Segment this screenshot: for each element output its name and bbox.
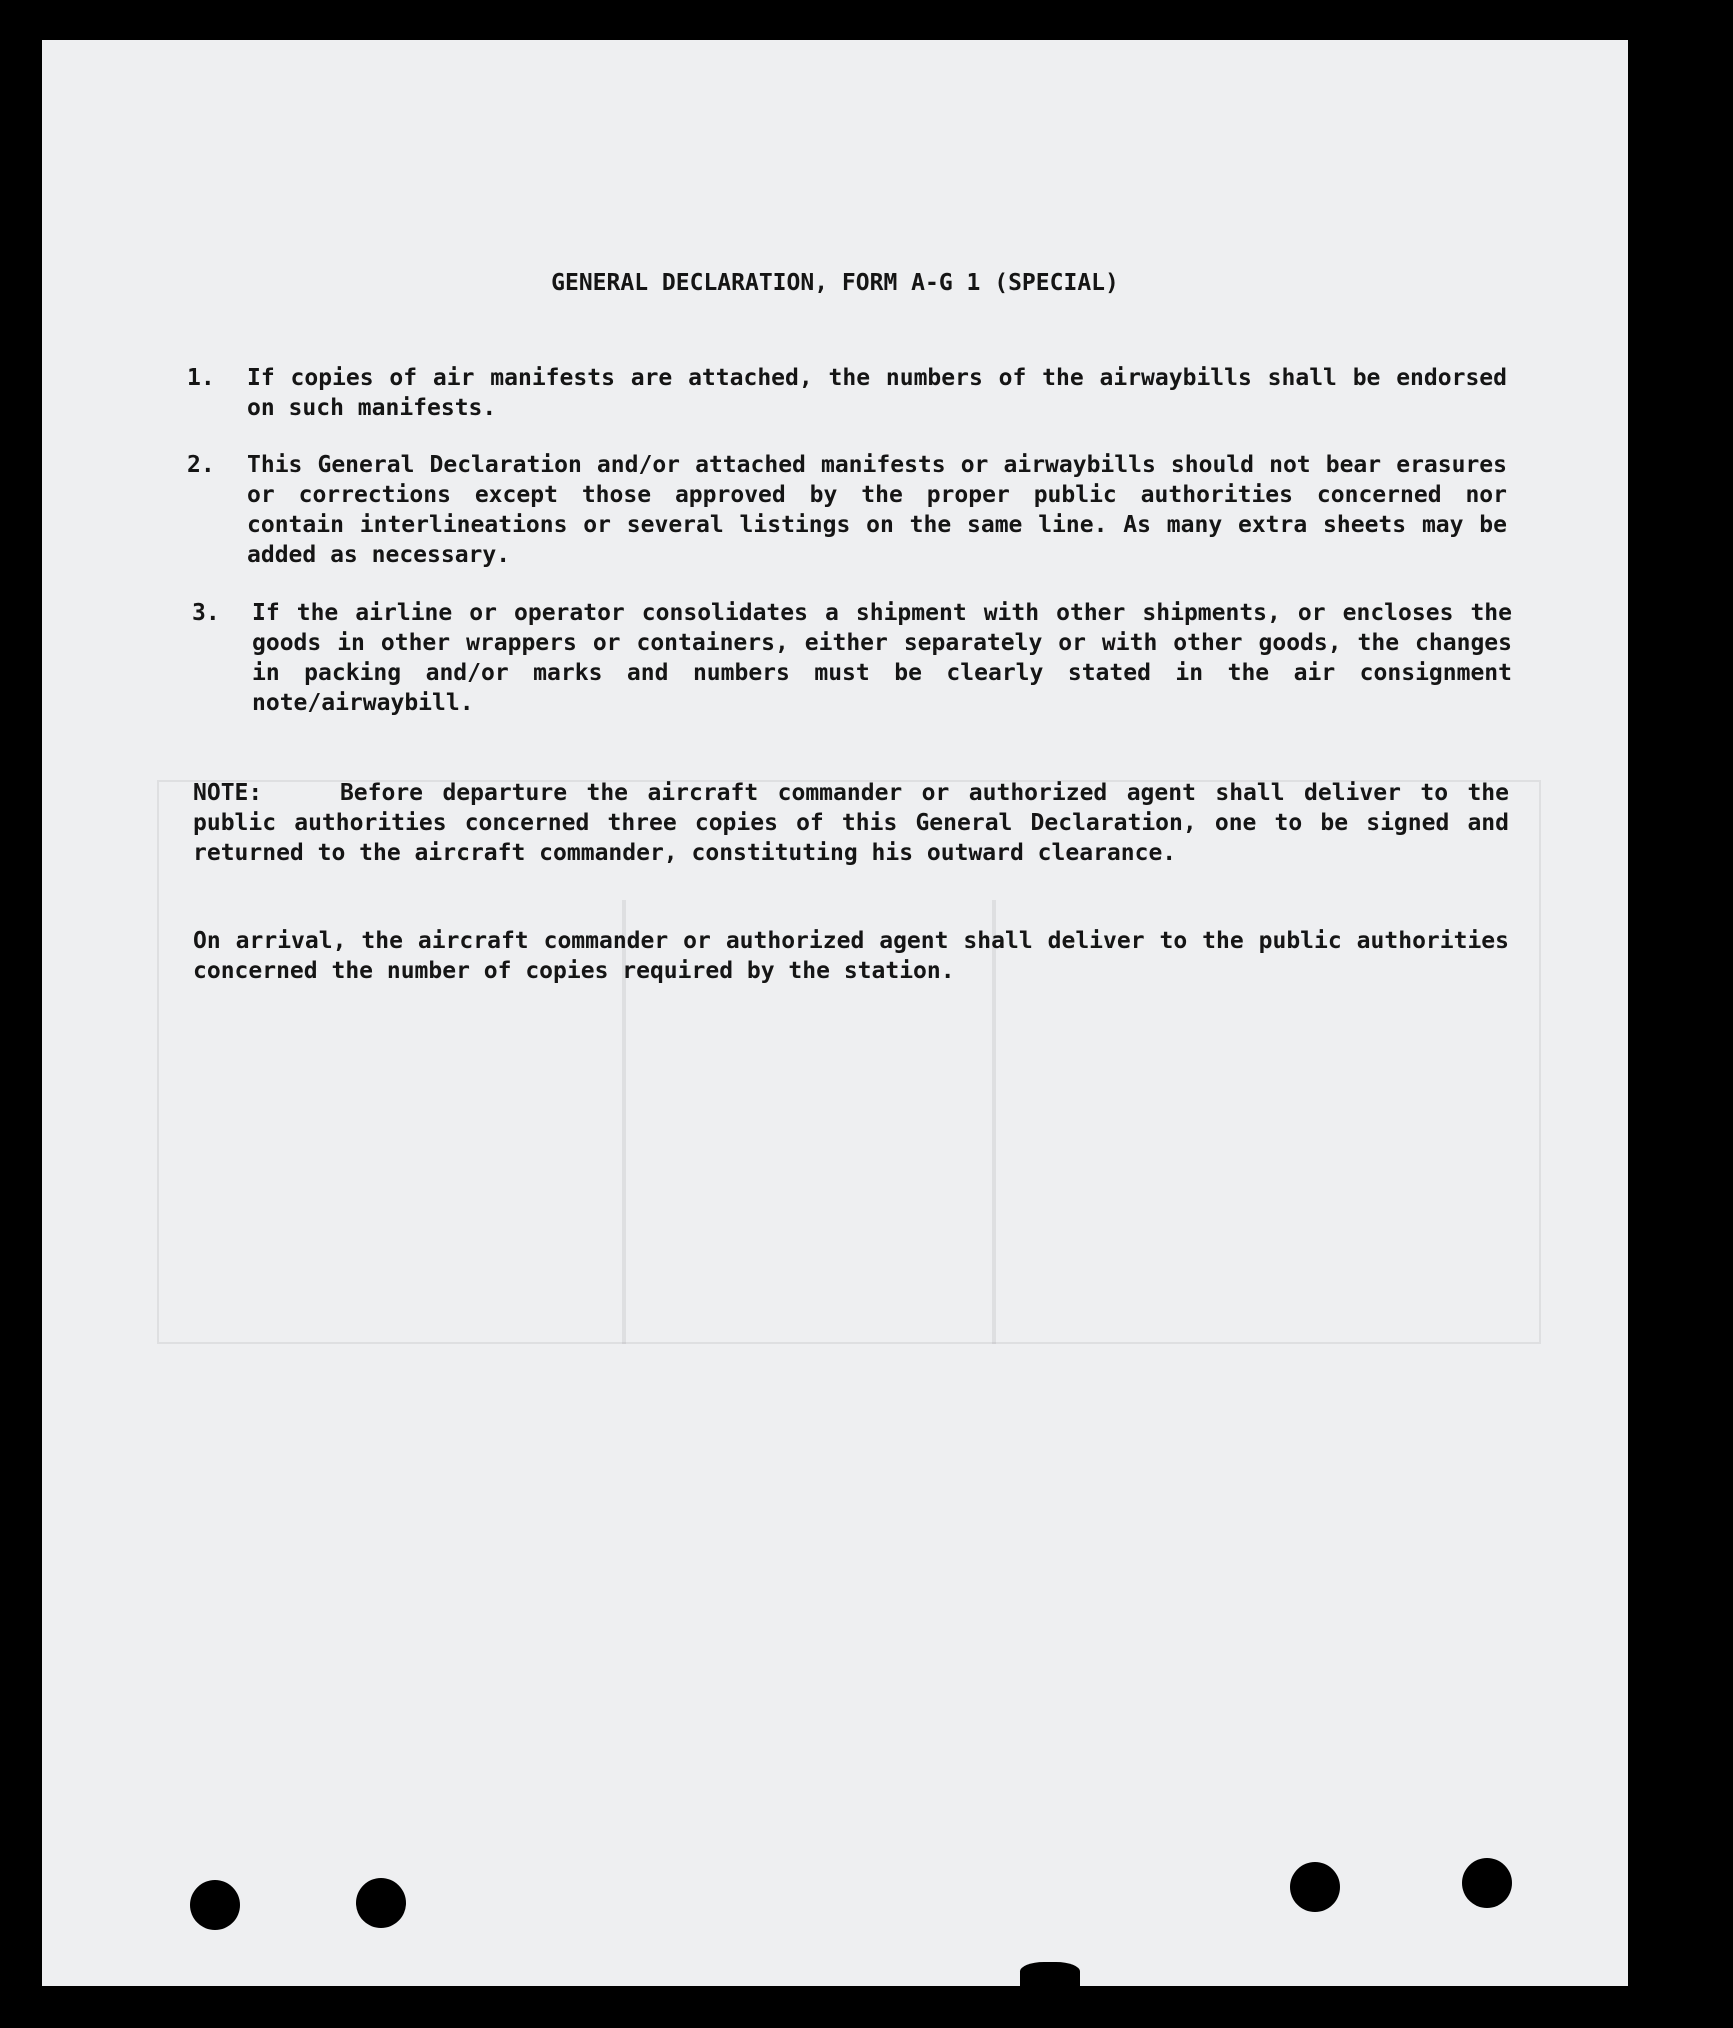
note-label: NOTE: <box>193 780 263 806</box>
punch-hole <box>356 1878 406 1928</box>
item-text: If copies of air manifests are attached, the numbers of the airwaybills shall be endorsed on such manifests. <box>247 365 1507 421</box>
item-text: This General Declaration and/or attached manifests or airwaybills should not bear erasures or corrections except those approved by the proper public authorities concerned nor contain interlineations or several listings on the same line. As many extra sheets may be added as necessary. <box>247 452 1507 568</box>
note-text: Before departure the aircraft commander or authorized agent shall deliver to the public authorities concerned three copies of this General Declaration, one to be signed and returned to the aircraft commander, constituting his outward clearance. <box>193 780 1510 866</box>
punch-hole <box>1462 1858 1512 1908</box>
item-number: 1. <box>187 365 215 391</box>
note-paragraph <box>193 778 1509 868</box>
document-page <box>42 40 1628 1986</box>
arrival-paragraph: On arrival, the aircraft commander or authorized agent shall deliver to the public authorities concerned the number of copies required by the station. <box>193 928 1509 984</box>
item-text: If the airline or operator consolidates a shipment with other shipments, or encloses the goods in other wrappers or containers, either separately or with other goods, the changes in packing and/or marks and numbers must be clearly stated in the air consignment note/airwaybill. <box>252 600 1512 716</box>
page-tear <box>1020 1962 1080 1986</box>
punch-hole <box>1290 1862 1340 1912</box>
item-number: 3. <box>192 600 220 626</box>
page-title: GENERAL DECLARATION, FORM A-G 1 (SPECIAL) <box>551 270 1119 296</box>
punch-hole <box>190 1880 240 1930</box>
item-number: 2. <box>187 452 215 478</box>
